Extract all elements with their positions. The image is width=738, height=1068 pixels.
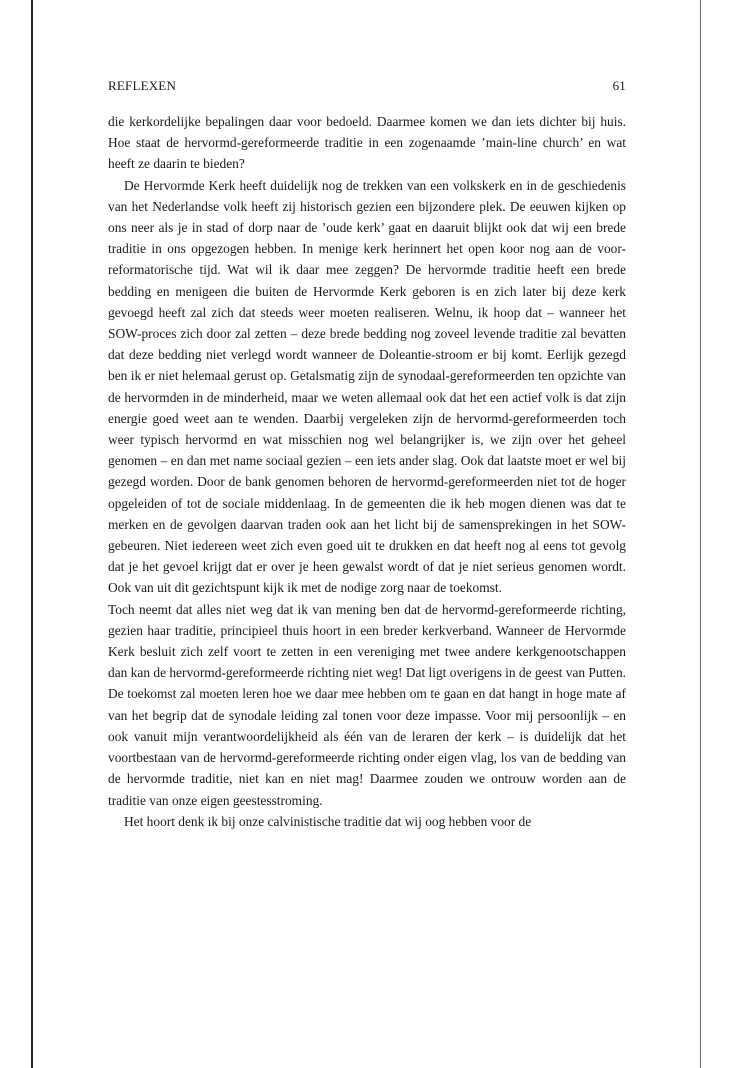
scan-edge-right	[700, 0, 701, 1068]
scan-edge-left	[31, 0, 33, 1068]
paragraph: Toch neemt dat alles niet weg dat ik van mening ben dat de hervormd-gereformeerde richting, gezien haar traditie, principieel thuis hoort in een breder kerkverband. Wanneer de Hervormde Kerk besluit zich zelf voort te zetten in een vereniging met twee andere kerkgenootschappen dan kan de hervormd-gereformeerde richting niet weg! Dat ligt overigens in de geest van Putten. De toekomst zal moeten leren hoe we daar mee hebben om te gaan en dat hangt in hoge mate af van het begrip dat de synodale leiding zal tonen voor deze impasse. Voor mij persoonlijk – en ook vanuit mijn verantwoordelijkheid als één van de leraren der kerk – is duidelijk dat het voortbestaan van de hervormd-gereformeerde richting onder eigen vlag, los van de bedding van de hervormde traditie, niet kan en niet mag! Daarmee zouden we ontrouw worden aan de traditie van onze eigen geestesstroming.	[108, 601, 626, 808]
body-text	[108, 111, 626, 832]
running-head	[108, 78, 626, 98]
paragraph-continuation: die kerkordelijke bepalingen daar voor bedoeld. Daarmee komen we dan iets dichter bij huis. Hoe staat de hervormd-gereformeerde traditie in een zogenaamde ’main-line church’ en wat heeft ze daarin te bieden?	[108, 114, 626, 172]
paragraph: Het hoort denk ik bij onze calvinistische traditie dat wij oog hebben voor de	[124, 813, 532, 829]
paragraph: De Hervormde Kerk heeft duidelijk nog de trekken van een volkskerk en in de geschiedenis van het Nederlandse volk heeft zij historisch gezien een bijzondere plek. De eeuwen kijken op ons neer als je in stad of dorp naar de ’oude kerk’ gaat en daaruit blijkt ook dat wij een brede traditie in ons opgezogen hebben. In menige kerk herinnert het open koor nog aan de voor-reformatorische tijd. Wat wil ik daar mee zeggen? De hervormde traditie heeft een brede bedding en menigeen die buiten de Hervormde Kerk geboren is en zich later bij deze kerk gevoegd heeft zal zich dat steeds weer moeten realiseren. Welnu, ik hoop dat – wanneer het SOW-proces zich door zal zetten – deze brede bedding nog zoveel levende traditie zal bevatten dat deze bedding niet verlegd wordt wanneer de Doleantie-stroom er bij komt. Eerlijk gezegd ben ik er niet helemaal gerust op. Getalsmatig zijn de synodaal-gereformeerden ten opzichte van de hervormden in de minderheid, maar we weten allemaal ook dat het een actief volk is dat zijn energie goed weet aan te wenden. Daarbij vergeleken zijn de hervormd-gereformeerden toch weer typisch hervormd en wat misschien nog wel belangrijker is, we zijn over het geheel genomen – en dan met name sociaal gezien – een iets ander slag. Ook dat laatste moet er wel bij gezegd worden. Door de bank genomen behoren de hervormd-gereformeerden niet tot de hoger opgeleiden of tot de sociale middenlaag. In de gemeenten die ik heb mogen dienen was dat te merken en de gevolgen daarvan traden ook aan het licht bij de samensprekingen in het SOW-gebeuren. Niet iedereen weet zich even goed uit te drukken en dat heeft nog al eens tot gevolg dat je het gevoel krijgt dat er over je heen gewalst wordt of dat je niet serieus genomen wordt. Ook van uit dit gezichtspunt kijk ik met de nodige zorg naar de toekomst.	[108, 177, 626, 596]
page-number: 61	[612, 78, 626, 93]
running-head-title: REFLEXEN	[108, 78, 177, 93]
